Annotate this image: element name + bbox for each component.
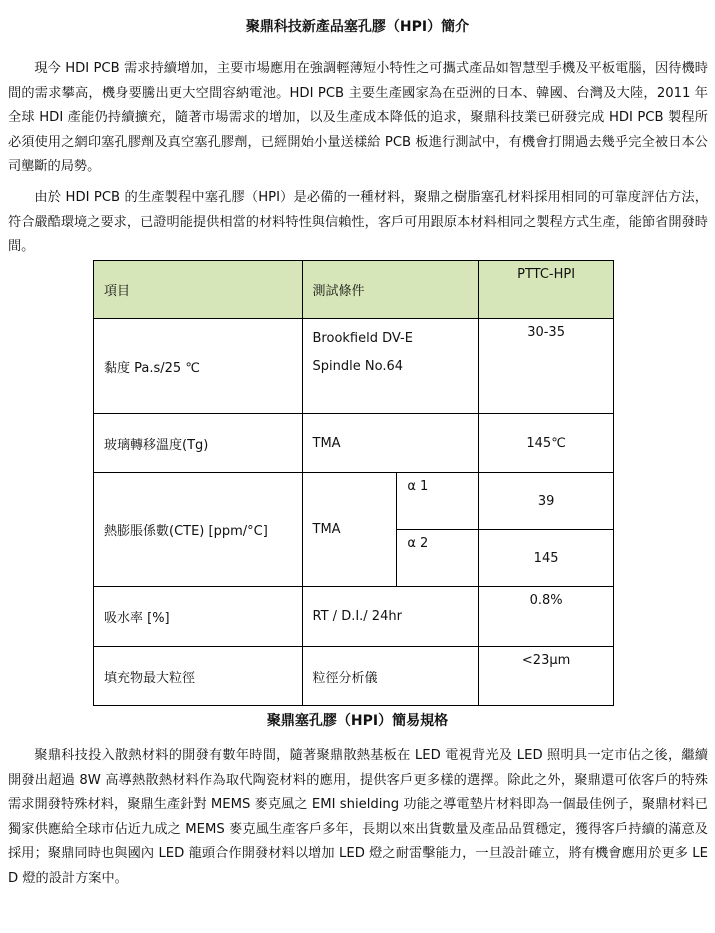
table-row-tg	[94, 414, 614, 473]
spec-table-caption: 聚鼎塞孔膠（HPI）簡易規格	[266, 713, 449, 729]
cte-alpha1-label: α 1	[397, 473, 479, 530]
cte-alpha2-value: 145	[479, 530, 614, 587]
intro-paragraph-2: 由於 HDI PCB 的生產製程中塞孔膠（HPI）是必備的一種材料，聚鼎之樹脂塞孔材料採用相同的可靠度評估方法，符合嚴酷環境之要求，已證明能提供相當的材料特性與信賴性，客戶可用跟原本材料相同之製程方式生產，能節省開發時間。	[8, 190, 708, 254]
table-header-row	[94, 261, 614, 319]
water-absorption-item: 吸水率 [%]	[94, 587, 303, 647]
document-title: 聚鼎科技新產品塞孔膠（HPI）簡介	[245, 19, 470, 35]
table-row-viscosity	[94, 319, 614, 414]
cte-alpha1-value: 39	[479, 473, 614, 530]
viscosity-value: 30-35	[479, 319, 614, 414]
header-condition: 測試條件	[302, 261, 479, 319]
spec-table	[93, 260, 614, 706]
header-product: PTTC-HPI	[479, 261, 614, 319]
viscosity-condition-line1: Brookfield DV-E	[312, 331, 413, 346]
viscosity-item: 黏度 Pa.s/25 ℃	[94, 319, 303, 414]
viscosity-condition	[302, 319, 479, 414]
filler-condition: 粒徑分析儀	[302, 647, 479, 706]
tg-condition: TMA	[302, 414, 479, 473]
table-row-cte-alpha1	[94, 473, 614, 530]
tg-value: 145℃	[479, 414, 614, 473]
filler-value: <23μm	[479, 647, 614, 706]
water-absorption-value: 0.8%	[479, 587, 614, 647]
table-row-filler	[94, 647, 614, 706]
tg-item: 玻璃轉移溫度(Tg)	[94, 414, 303, 473]
closing-paragraph: 聚鼎科技投入散熱材料的開發有數年時間，隨著聚鼎散熱基板在 LED 電視背光及 LED 照明具一定市佔之後，繼續開發出超過 8W 高導熱散熱材料作為取代陶瓷材料的應用，提供客戶更多樣的選擇。除此之外，聚鼎還可依客戶的特殊需求開發特殊材料，聚鼎生產針對 MEMS 麥克風之 EMI shielding 功能之導電墊片材料即為一個最佳例子，聚鼎材料已獨家供應給全球市佔近九成之 MEMS 麥克風生產客戶多年，長期以來出貨數量及產品品質穩定，獲得客戶持續的滿意及採用；聚鼎同時也與國內 LED 龍頭合作開發材料以增加 LED 燈之耐雷擊能力，一旦設計確立，將有機會應用於更多 LED 燈的設計方案中。	[8, 748, 708, 886]
water-absorption-condition: RT / D.I./ 24hr	[302, 587, 479, 647]
intro-paragraph-1: 現今 HDI PCB 需求持續增加，主要市場應用在強調輕薄短小特性之可攜式產品如智慧型手機及平板電腦，因待機時間的需求攀高，機身要騰出更大空間容納電池。HDI PCB 主要生產國家為在亞洲的日本、韓國、台灣及大陸，2011 年全球 HDI 產能仍持續擴充，隨著市場需求的增加，以及生產成本降低的追求，聚鼎科技業已研發完成 HDI PCB 製程所必須使用之網印塞孔膠劑及真空塞孔膠劑，已經開始小量送樣給 PCB 板進行測試中，有機會打開過去幾乎完全被日本公司壟斷的局勢。	[8, 61, 708, 174]
table-row-water-absorption	[94, 587, 614, 647]
cte-item: 熱膨脹係數(CTE) [ppm/°C]	[94, 473, 303, 587]
filler-item: 填充物最大粒徑	[94, 647, 303, 706]
viscosity-condition-line2: Spindle No.64	[312, 359, 403, 374]
header-item: 項目	[94, 261, 303, 319]
cte-condition: TMA	[302, 473, 397, 587]
cte-alpha2-label: α 2	[397, 530, 479, 587]
